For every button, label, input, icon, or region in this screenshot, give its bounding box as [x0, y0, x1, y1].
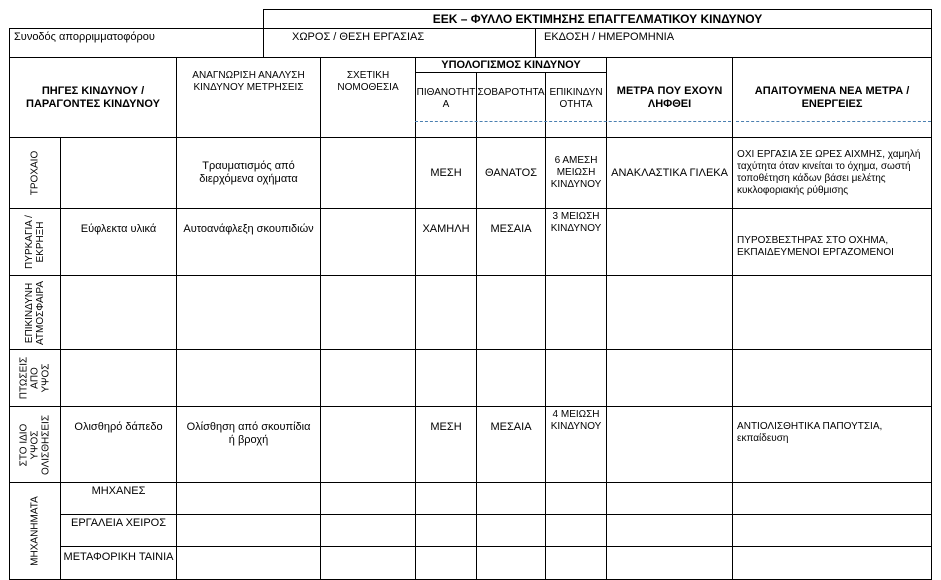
- table-row: [10, 483, 932, 515]
- table-row: [10, 209, 932, 276]
- risk-table: [9, 57, 932, 580]
- category-label: ΕΠΙΚΙΝΔΥΝΗ ΑΤΜΟΣΦΑΙΡΑ: [24, 280, 46, 345]
- machine-item: ΜΗΧΑΝΕΣ: [61, 483, 177, 515]
- header-measures: ΜΕΤΡΑ ΠΟΥ ΕΧΟΥΝ ΛΗΦΘΕΙ: [607, 58, 733, 138]
- header-legislation: ΣΧΕΤΙΚΗ ΝΟΜΟΘΕΣΙΑ: [321, 58, 416, 138]
- probability-cell: ΜΕΣΗ: [416, 138, 477, 209]
- dashed-separator: [415, 121, 731, 122]
- category-label: ΠΤΩΣΕΙΣ ΑΠΟ ΥΨΟΣ: [18, 356, 52, 400]
- category-cell: [10, 209, 61, 276]
- factor-cell: Ολισθηρό δάπεδο: [61, 407, 177, 483]
- new-measures-cell: ΠΥΡΟΣΒΕΣΤΗΡΑΣ ΣΤΟ ΟΧΗΜΑ, ΕΚΠΑΙΔΕΥΜΕΝΟΙ ΕΡΓΑΖΟΜΕΝΟΙ: [733, 209, 932, 276]
- header-calc: ΥΠΟΛΟΓΙΣΜΟΣ ΚΙΝΔΥΝΟΥ: [416, 58, 607, 73]
- edition-label: ΕΚΔΟΣΗ / ΗΜΕΡΟΜΗΝΙΑ: [536, 29, 932, 58]
- header-risk: ΕΠΙΚΙΝΔΥΝΟΤΗΤΑ: [546, 73, 607, 138]
- form-header: [9, 9, 932, 58]
- measures-cell: [607, 276, 733, 350]
- table-row: [10, 547, 932, 580]
- factor-cell: [61, 138, 177, 209]
- legislation-cell: [321, 209, 416, 276]
- legislation-cell: [321, 350, 416, 407]
- header-severity: ΣΟΒΑΡΟΤΗΤΑ: [477, 73, 546, 138]
- identification-cell: [177, 350, 321, 407]
- new-measures-cell: ΑΝΤΙΟΛΙΣΘΗΤΙΚΑ ΠΑΠΟΥΤΣΙΑ, εκπαίδευση: [733, 407, 932, 483]
- category-label: ΤΡΟΧΑΙΟ: [29, 150, 41, 196]
- measures-cell: [607, 350, 733, 407]
- new-measures-cell: [733, 276, 932, 350]
- category-cell: [10, 350, 61, 407]
- factor-cell: [61, 350, 177, 407]
- category-label: ΣΤΟ ΙΔΙΟ ΥΨΟΣ ΟΛΙΣΘΗΣΕΙΣ: [18, 414, 52, 475]
- category-cell: [10, 138, 61, 209]
- legislation-cell: [321, 276, 416, 350]
- measures-cell: ΑΝΑΚΛΑΣΤΙΚΑ ΓΙΛΕΚΑ: [607, 138, 733, 209]
- factor-cell: [61, 276, 177, 350]
- table-row: [10, 138, 932, 209]
- probability-cell: [416, 276, 477, 350]
- form-title: ΕΕΚ – ΦΥΛΛΟ ΕΚΤΙΜΗΣΗΣ ΕΠΑΓΓΕΛΜΑΤΙΚΟΥ ΚΙΝΔΥΝΟΥ: [264, 10, 932, 29]
- probability-cell: [416, 350, 477, 407]
- severity-cell: ΜΕΣΑΙΑ: [477, 407, 546, 483]
- severity-cell: ΜΕΣΑΙΑ: [477, 209, 546, 276]
- category-cell: [10, 276, 61, 350]
- identification-cell: Ολίσθηση από σκουπίδια ή βροχή: [177, 407, 321, 483]
- table-row: [10, 350, 932, 407]
- risk-cell: 6 ΑΜΕΣΗ ΜΕΙΩΣΗ ΚΙΝΔΥΝΟΥ: [546, 138, 607, 209]
- table-row: [10, 515, 932, 547]
- severity-cell: ΘΑΝΑΤΟΣ: [477, 138, 546, 209]
- identification-cell: Αυτοανάφλεξη σκουπιδιών: [177, 209, 321, 276]
- measures-cell: [607, 407, 733, 483]
- risk-cell: [546, 350, 607, 407]
- header-sources: ΠΗΓΕΣ ΚΙΝΔΥΝΟΥ /ΠΑΡΑΓΟΝΤΕΣ ΚΙΝΔΥΝΟΥ: [10, 58, 177, 138]
- header-probability: ΠΙΘΑΝΟΤΗΤΑ: [416, 73, 477, 138]
- identification-cell: Τραυματισμός από διερχόμενα οχήματα: [177, 138, 321, 209]
- legislation-cell: [321, 407, 416, 483]
- category-cell: [10, 407, 61, 483]
- category-cell: [10, 483, 61, 580]
- severity-cell: [477, 276, 546, 350]
- machine-item: ΜΕΤΑΦΟΡΙΚΗ ΤΑΙΝΙΑ: [61, 547, 177, 580]
- probability-cell: ΧΑΜΗΛΗ: [416, 209, 477, 276]
- new-measures-cell: [733, 350, 932, 407]
- severity-cell: [477, 350, 546, 407]
- new-measures-cell: ΟΧΙ ΕΡΓΑΣΙΑ ΣΕ ΩΡΕΣ ΑΙΧΜΗΣ, χαμηλή ταχύτητα όταν κινείται το όχημα, σωστή τοποθέτηση κάδων βάσει μελέτης κυκλοφοριακής ρύθμισης: [733, 138, 932, 209]
- legislation-cell: [321, 138, 416, 209]
- table-row: [10, 276, 932, 350]
- header-identification: ΑΝΑΓΝΩΡΙΣΗ ΑΝΑΛΥΣΗ ΚΙΝΔΥΝΟΥ ΜΕΤΡΗΣΕΙΣ: [177, 58, 321, 138]
- category-label: ΜΗΧΑΝΗΜΑΤΑ: [29, 496, 41, 566]
- risk-cell: [546, 276, 607, 350]
- factor-cell: Εύφλεκτα υλικά: [61, 209, 177, 276]
- measures-cell: [607, 209, 733, 276]
- probability-cell: ΜΕΣΗ: [416, 407, 477, 483]
- risk-cell: 3 ΜΕΙΩΣΗ ΚΙΝΔΥΝΟΥ: [546, 209, 607, 276]
- identification-cell: [177, 276, 321, 350]
- header-new-measures: ΑΠΑΙΤΟΥΜΕΝΑ ΝΕΑ ΜΕΤΡΑ / ΕΝΕΡΓΕΙΕΣ: [733, 58, 932, 138]
- dashed-separator: [736, 121, 931, 122]
- category-label: ΠΥΡΚΑΓΙΑ / ΕΚΡΗΞΗ: [24, 215, 46, 269]
- machine-item: ΕΡΓΑΛΕΙΑ ΧΕΙΡΟΣ: [61, 515, 177, 547]
- driver-label: Συνοδός απορριμματοφόρου: [10, 29, 264, 58]
- risk-cell: 4 ΜΕΙΩΣΗ ΚΙΝΔΥΝΟΥ: [546, 407, 607, 483]
- table-row: [10, 407, 932, 483]
- place-label: ΧΩΡΟΣ / ΘΕΣΗ ΕΡΓΑΣΙΑΣ: [264, 29, 536, 58]
